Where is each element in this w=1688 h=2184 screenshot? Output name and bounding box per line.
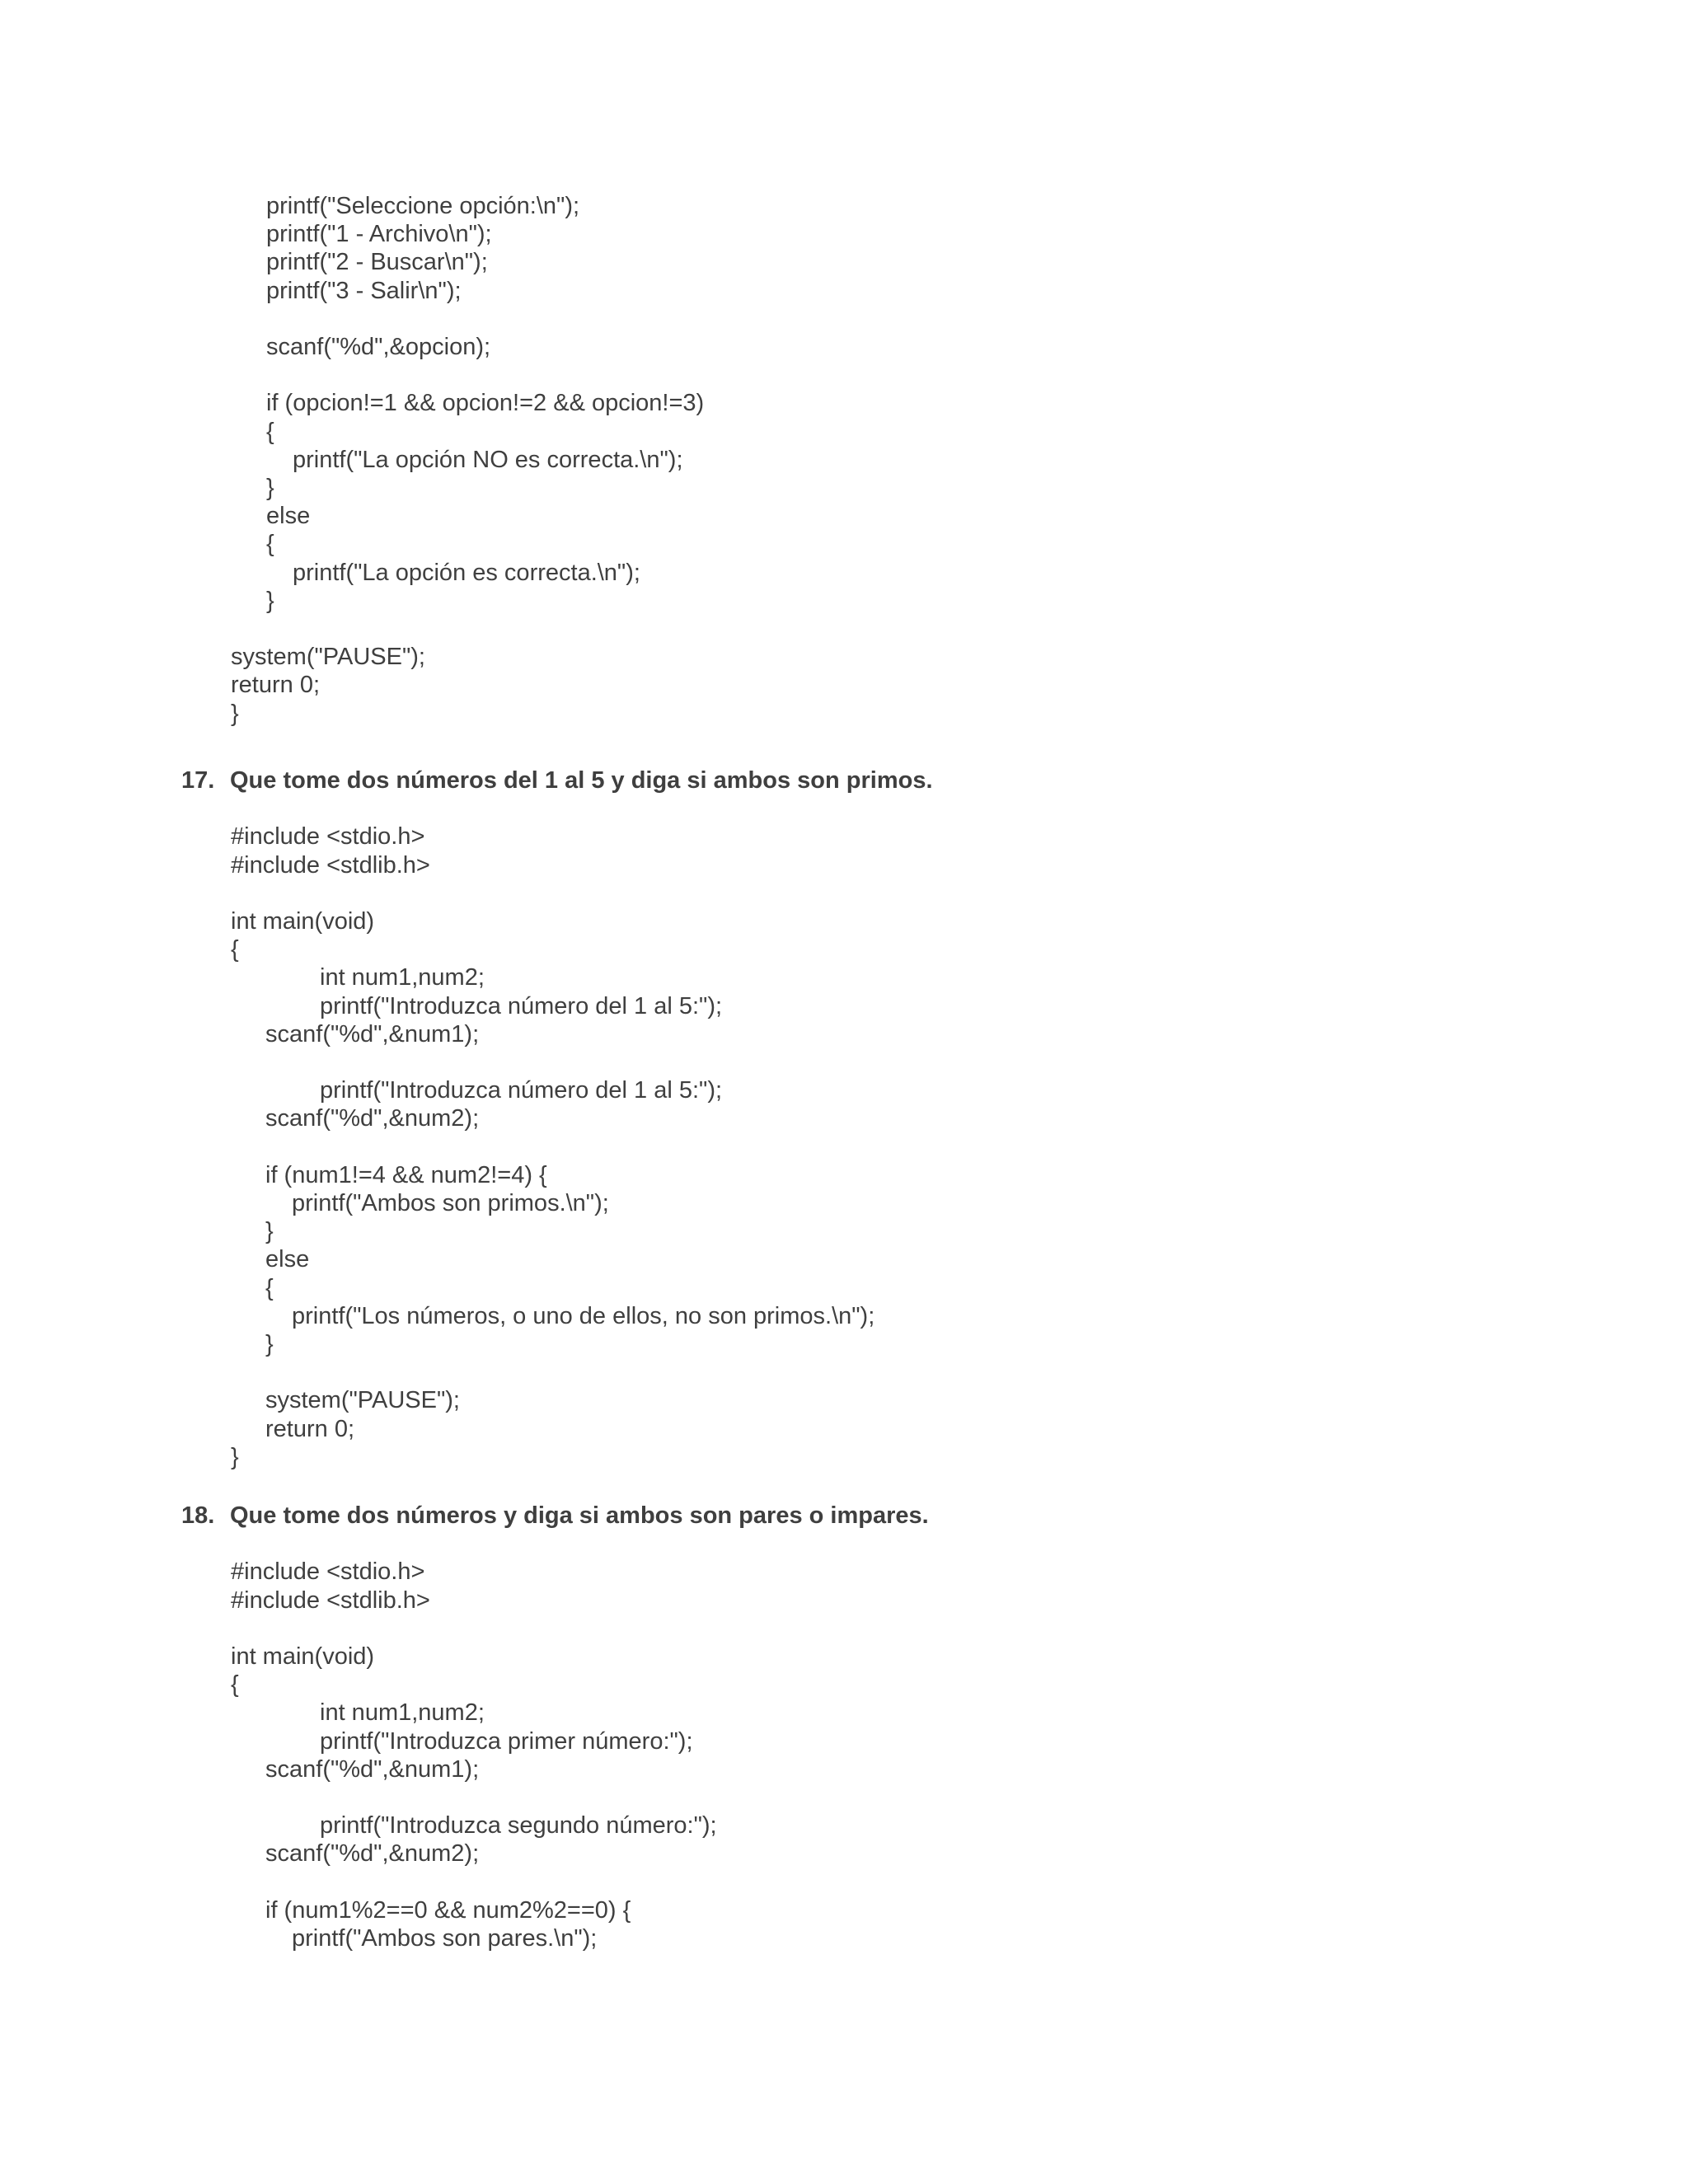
code-line: printf("Introduzca segundo número:"); xyxy=(320,1812,717,1840)
code-line: int main(void) xyxy=(231,908,375,935)
code-line: scanf("%d",&num1); xyxy=(265,1020,480,1047)
code-line: printf("2 - Buscar\n"); xyxy=(266,249,488,276)
code-line: scanf("%d",&num1); xyxy=(265,1755,480,1783)
code-line: printf("Introduzca número del 1 al 5:"); xyxy=(320,1077,723,1104)
code-line: system("PAUSE"); xyxy=(265,1387,460,1414)
code-line: printf("Ambos son pares.\n"); xyxy=(292,1925,598,1952)
code-line: else xyxy=(266,503,311,530)
code-line: #include <stdlib.h> xyxy=(231,851,430,879)
code-line: #include <stdio.h> xyxy=(231,1558,425,1586)
code-line: } xyxy=(266,475,274,501)
code-line: printf("La opción es correcta.\n"); xyxy=(293,559,640,586)
code-line: { xyxy=(231,936,239,963)
code-line: if (num1%2==0 && num2%2==0) { xyxy=(265,1896,631,1924)
code-line: if (num1!=4 && num2!=4) { xyxy=(265,1161,547,1188)
code-line: printf("Introduzca número del 1 al 5:"); xyxy=(320,992,723,1019)
code-line: printf("Los números, o uno de ellos, no son primos.\n"); xyxy=(292,1302,875,1329)
code-line: else xyxy=(265,1246,310,1273)
exercise-title: Que tome dos números y diga si ambos son pares o impares. xyxy=(230,1502,929,1529)
code-line: printf("La opción NO es correcta.\n"); xyxy=(293,446,683,473)
code-line: } xyxy=(265,1218,274,1245)
code-line: printf("Ambos son primos.\n"); xyxy=(292,1190,609,1216)
code-line: #include <stdio.h> xyxy=(231,823,425,851)
code-line: { xyxy=(266,531,274,558)
code-line: if (opcion!=1 && opcion!=2 && opcion!=3) xyxy=(266,390,705,417)
code-line: } xyxy=(231,700,239,727)
code-line: { xyxy=(265,1274,274,1301)
code-line: int main(void) xyxy=(231,1643,375,1670)
code-line: system("PAUSE"); xyxy=(231,644,425,671)
code-line: int num1,num2; xyxy=(320,1699,485,1727)
code-line: } xyxy=(265,1331,274,1357)
exercise-title: Que tome dos números del 1 al 5 y diga si ambos son primos. xyxy=(230,767,933,794)
code-line: } xyxy=(231,1443,239,1470)
exercise-number: 18. xyxy=(181,1502,215,1529)
code-line: return 0; xyxy=(265,1415,354,1442)
code-line: { xyxy=(231,1671,239,1699)
code-line: scanf("%d",&opcion); xyxy=(266,334,491,360)
code-line: printf("3 - Salir\n"); xyxy=(266,277,462,304)
code-line: { xyxy=(266,418,274,445)
code-line: #include <stdlib.h> xyxy=(231,1586,430,1614)
code-line: printf("1 - Archivo\n"); xyxy=(266,221,492,248)
code-line: scanf("%d",&num2); xyxy=(265,1105,480,1132)
code-line: } xyxy=(266,587,274,614)
code-line: printf("Introduzca primer número:"); xyxy=(320,1727,693,1755)
code-line: scanf("%d",&num2); xyxy=(265,1840,480,1868)
code-line: int num1,num2; xyxy=(320,964,485,991)
code-line: printf("Seleccione opción:\n"); xyxy=(266,193,580,219)
exercise-number: 17. xyxy=(181,767,215,794)
code-line: return 0; xyxy=(231,672,320,699)
